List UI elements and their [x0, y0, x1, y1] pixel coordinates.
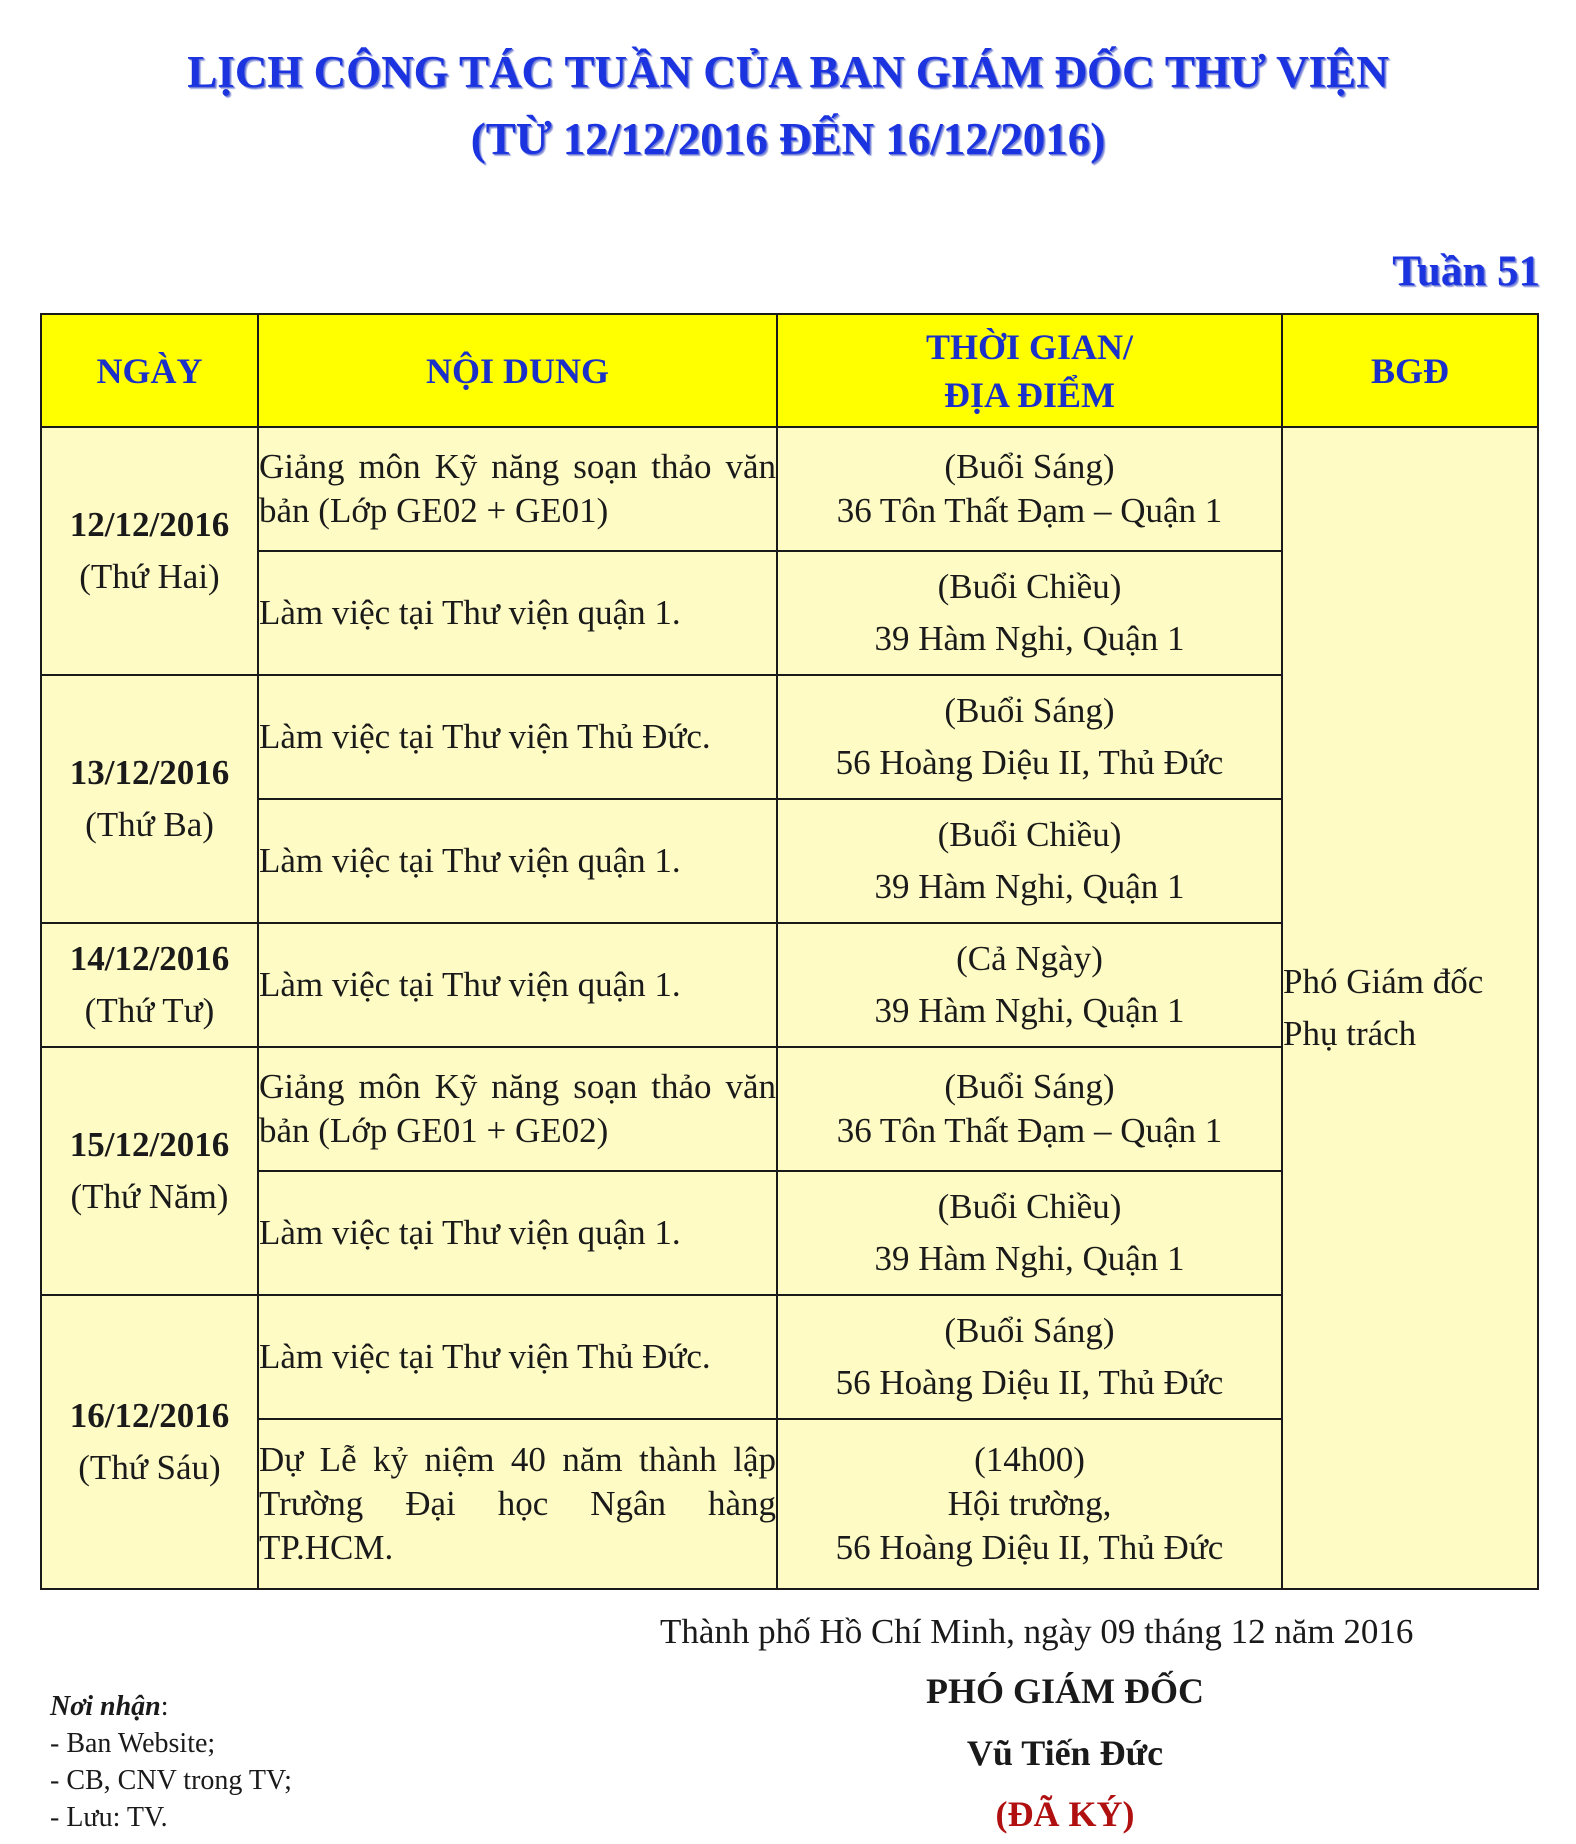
session-time: (Buổi Sáng) [944, 1311, 1115, 1350]
session-time: (Buổi Sáng) [944, 1067, 1115, 1106]
header-bgd: BGĐ [1282, 314, 1538, 427]
document-date-range: (TỪ 12/12/2016 ĐẾN 16/12/2016) [470, 114, 1106, 164]
task-content: Làm việc tại Thư viện quận 1. [258, 1171, 777, 1295]
location: 39 Hàm Nghi, Quận 1 [874, 991, 1185, 1030]
session-time: (Buổi Chiều) [937, 567, 1122, 606]
day-date: 14/12/2016 [69, 939, 230, 978]
signed-status: (ĐÃ KÝ) [995, 1794, 1135, 1834]
schedule-table [40, 313, 1539, 1590]
place-and-date: Thành phố Hồ Chí Minh, ngày 09 tháng 12 năm 2016 [660, 1612, 1414, 1651]
task-content: Làm việc tại Thư viện Thủ Đức. [258, 675, 777, 799]
recipients-label: Nơi nhận [50, 1691, 161, 1722]
location: 56 Hoàng Diệu II, Thủ Đức [835, 1363, 1224, 1402]
session-time: (Buổi Sáng) [944, 447, 1115, 486]
location: 56 Hoàng Diệu II, Thủ Đức [835, 1528, 1224, 1567]
header-place-label: ĐỊA ĐIỂM [943, 374, 1116, 415]
session-time: (Cả Ngày) [956, 939, 1103, 978]
table-header-row [41, 314, 1538, 427]
bgd-cell [1282, 427, 1538, 1589]
time-place-cell [777, 1047, 1282, 1171]
day-date: 13/12/2016 [69, 753, 230, 792]
session-time: (Buổi Chiều) [937, 1187, 1122, 1226]
day-cell [41, 427, 258, 675]
task-content: Dự Lễ kỷ niệm 40 năm thành lập Trường Đại học Ngân hàng TP.HCM. [258, 1419, 777, 1589]
location: 39 Hàm Nghi, Quận 1 [874, 619, 1185, 658]
signer-name: Vũ Tiến Đức [966, 1733, 1164, 1773]
location: 36 Tôn Thất Đạm – Quận 1 [836, 491, 1223, 530]
recipient-item: - CB, CNV trong TV; [50, 1765, 292, 1796]
day-weekday: (Thứ Tư) [84, 991, 215, 1030]
day-weekday: (Thứ Năm) [70, 1177, 229, 1216]
header-day: NGÀY [41, 314, 258, 427]
session-time: (Buổi Sáng) [944, 691, 1115, 730]
day-date: 15/12/2016 [69, 1125, 230, 1164]
table-row [41, 427, 1538, 551]
signer-role: PHÓ GIÁM ĐỐC [926, 1671, 1204, 1711]
recipient-item: - Lưu: TV. [50, 1802, 168, 1833]
day-weekday: (Thứ Sáu) [78, 1448, 221, 1487]
recipient-item: - Ban Website; [50, 1728, 216, 1759]
task-content: Giảng môn Kỹ năng soạn thảo văn bản (Lớp GE01 + GE02) [258, 1047, 777, 1171]
day-cell [41, 923, 258, 1047]
day-weekday: (Thứ Hai) [79, 557, 220, 596]
day-weekday: (Thứ Ba) [85, 805, 214, 844]
time-place-cell [777, 551, 1282, 675]
week-number: Tuần 51 [1392, 248, 1540, 295]
recipients-colon: : [160, 1691, 169, 1722]
location: 39 Hàm Nghi, Quận 1 [874, 867, 1185, 906]
day-cell [41, 675, 258, 923]
time-place-cell [777, 1419, 1282, 1589]
day-cell [41, 1295, 258, 1589]
task-content: Làm việc tại Thư viện quận 1. [258, 923, 777, 1047]
time-place-cell [777, 1295, 1282, 1419]
location: 56 Hoàng Diệu II, Thủ Đức [835, 743, 1224, 782]
session-time: (14h00) [974, 1440, 1085, 1479]
time-place-cell [777, 427, 1282, 551]
header-time-place [777, 314, 1282, 427]
day-cell [41, 1047, 258, 1295]
recipients-block [50, 1688, 292, 1836]
task-content: Giảng môn Kỹ năng soạn thảo văn bản (Lớp GE02 + GE01) [258, 427, 777, 551]
bgd-title: Phó Giám đốc [1283, 962, 1484, 1001]
header-content: NỘI DUNG [258, 314, 777, 427]
day-date: 12/12/2016 [69, 505, 230, 544]
task-content: Làm việc tại Thư viện quận 1. [258, 551, 777, 675]
location: 36 Tôn Thất Đạm – Quận 1 [836, 1111, 1223, 1150]
bgd-role: Phụ trách [1283, 1014, 1417, 1053]
day-date: 16/12/2016 [69, 1396, 230, 1435]
location: 39 Hàm Nghi, Quận 1 [874, 1239, 1185, 1278]
task-content: Làm việc tại Thư viện Thủ Đức. [258, 1295, 777, 1419]
location-venue: Hội trường, [947, 1484, 1112, 1523]
time-place-cell [777, 675, 1282, 799]
header-time-label: THỜI GIAN/ [925, 326, 1134, 367]
document-title: LỊCH CÔNG TÁC TUẦN CỦA BAN GIÁM ĐỐC THƯ VIỆN [187, 47, 1389, 97]
time-place-cell [777, 799, 1282, 923]
task-content: Làm việc tại Thư viện quận 1. [258, 799, 777, 923]
time-place-cell [777, 1171, 1282, 1295]
session-time: (Buổi Chiều) [937, 815, 1122, 854]
time-place-cell [777, 923, 1282, 1047]
